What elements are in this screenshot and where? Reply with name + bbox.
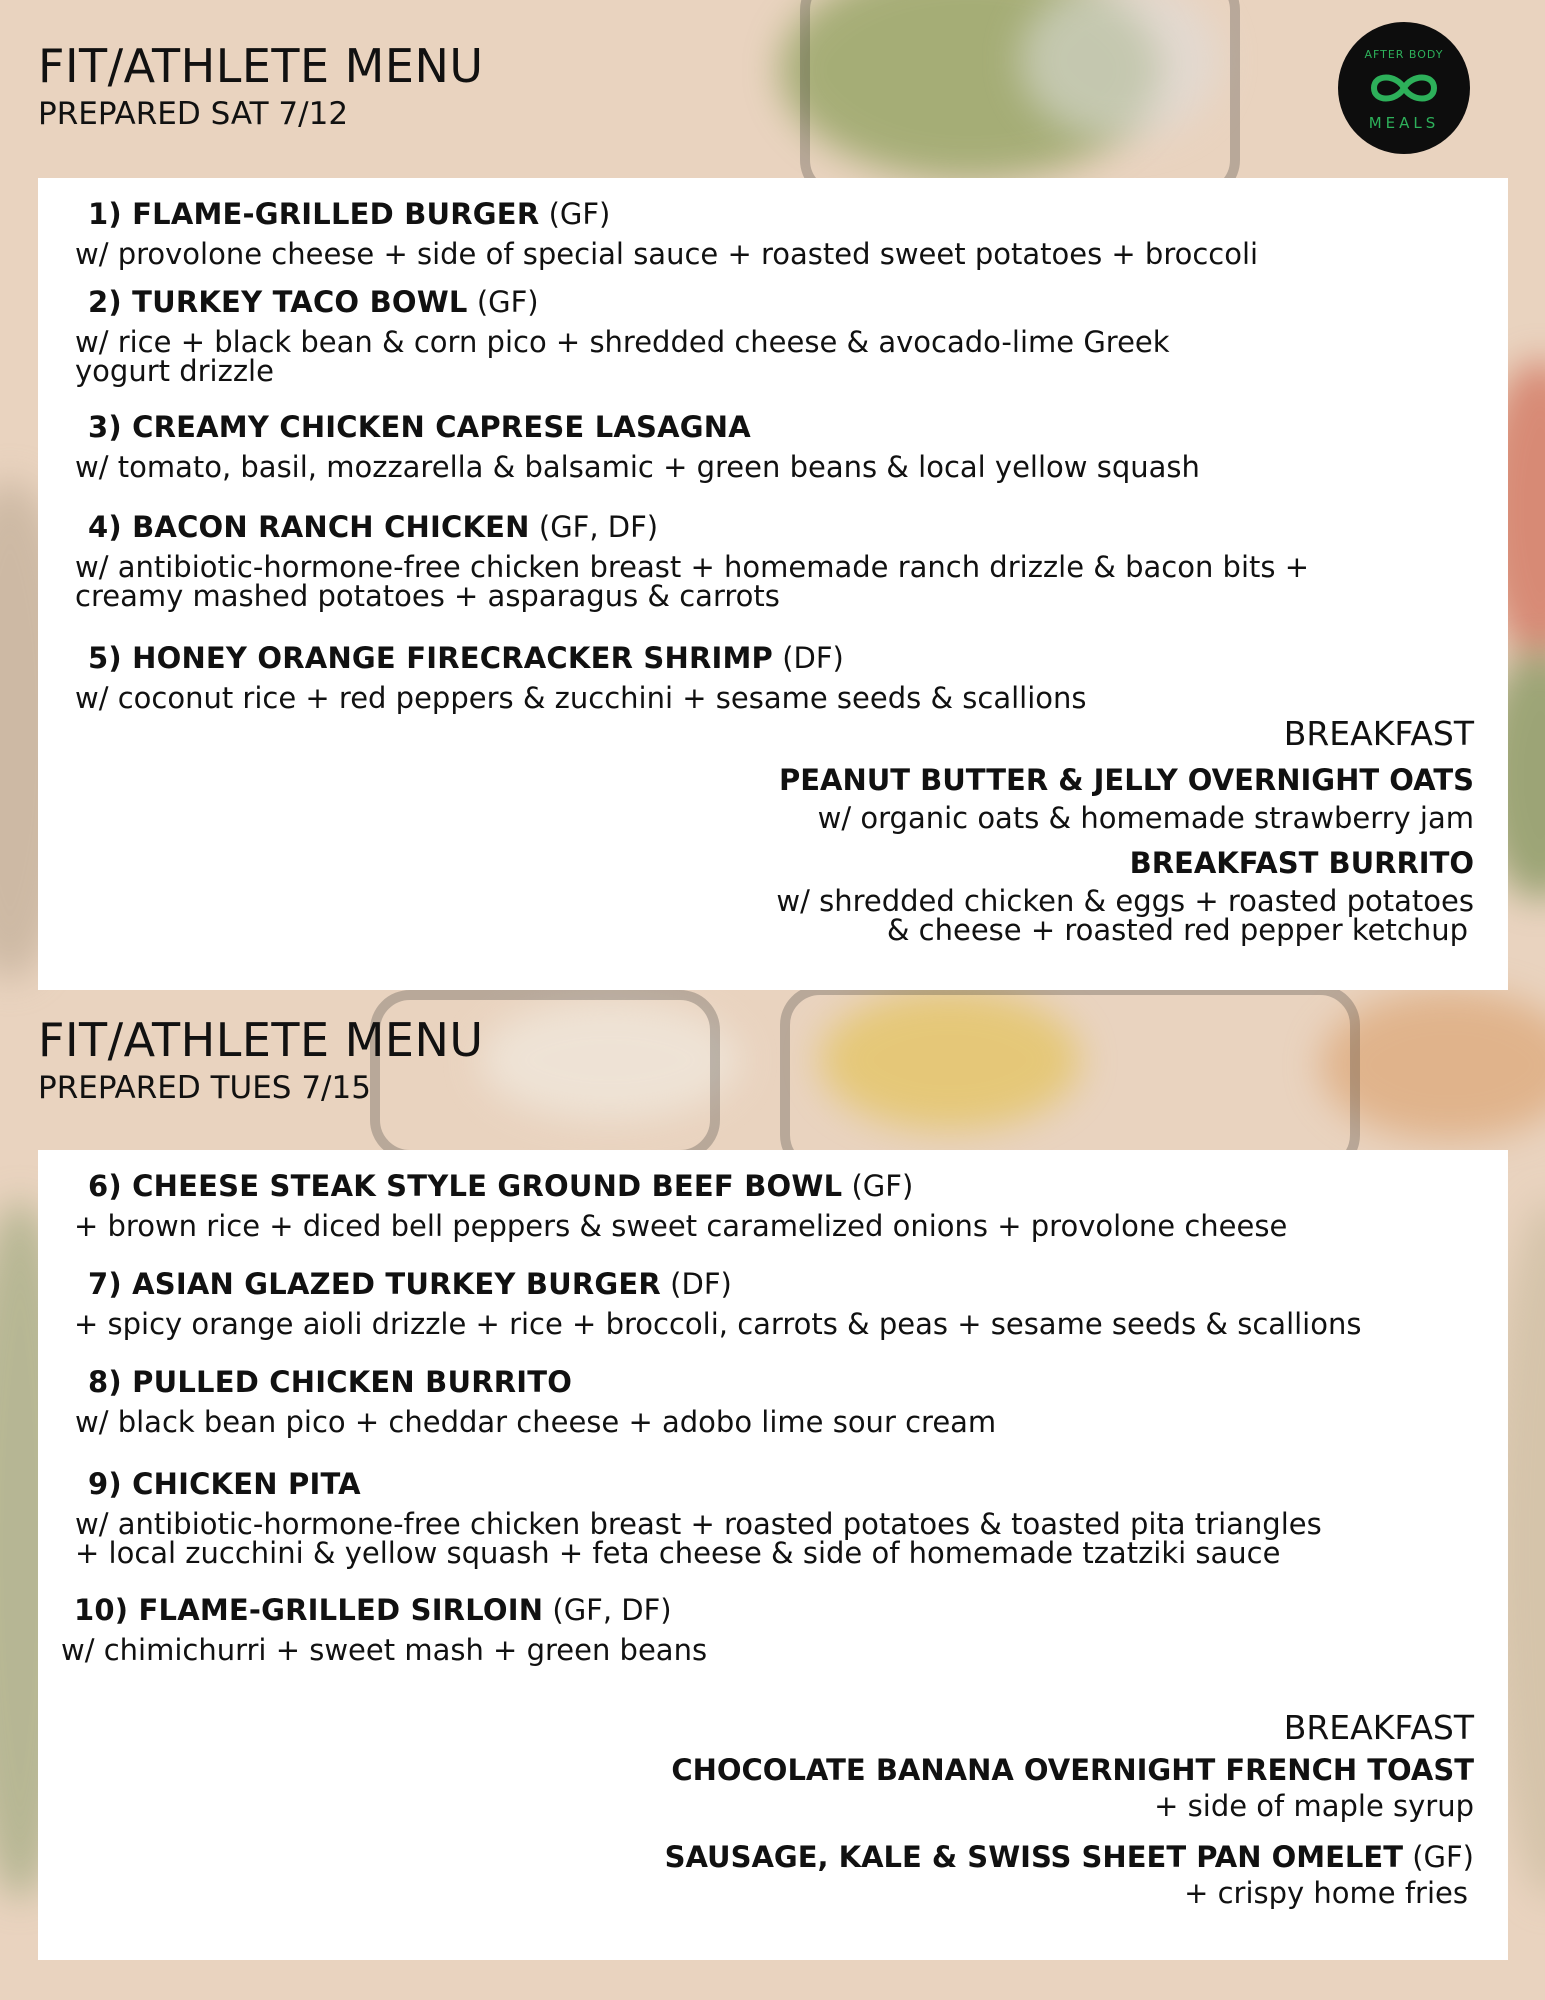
- breakfast-section: [665, 1708, 1474, 1908]
- page-title: FIT/ATHLETE MENU: [38, 1013, 484, 1067]
- menu-item: [88, 196, 610, 232]
- item-description: [75, 1507, 1322, 1570]
- description-line: w/ rice + black bean & corn pico + shredded cheese & avocado-lime Greek: [75, 325, 1170, 359]
- infinity-icon: [1368, 68, 1440, 108]
- item-description: [75, 450, 1200, 484]
- after-body-meals-logo: [1338, 22, 1470, 154]
- diet-tag: (GF): [539, 197, 611, 231]
- menu-2-header: [38, 1014, 484, 1108]
- breakfast-item-desc: & cheese + roasted red pepper ketchup: [886, 913, 1468, 947]
- prepared-date: PREPARED TUES 7/15: [38, 1070, 371, 1106]
- breakfast-section: [776, 714, 1474, 945]
- menu-item: [88, 509, 658, 545]
- item-name: 4) BACON RANCH CHICKEN: [88, 510, 530, 544]
- breakfast-item-name: [665, 1839, 1474, 1875]
- logo-bottom-text: MEALS: [1368, 114, 1440, 132]
- menu-item: [88, 409, 751, 445]
- diet-tag: (GF, DF): [543, 1593, 672, 1627]
- description-line: + spicy orange aioli drizzle + rice + broccoli, carrots & peas + sesame seeds & scallions: [74, 1307, 1362, 1341]
- item-name: 1) FLAME-GRILLED BURGER: [88, 197, 540, 231]
- diet-tag: (GF): [1403, 1840, 1474, 1874]
- menu-item: [88, 640, 844, 676]
- description-line: w/ antibiotic-hormone-free chicken breast + homemade ranch drizzle & bacon bits +: [75, 550, 1310, 584]
- item-name: 9) CHICKEN PITA: [88, 1467, 361, 1501]
- item-description: [75, 1405, 997, 1439]
- menu-item: [88, 1364, 572, 1400]
- description-line: w/ black bean pico + cheddar cheese + adobo lime sour cream: [75, 1405, 997, 1439]
- description-line: w/ tomato, basil, mozzarella & balsamic + green beans & local yellow squash: [75, 450, 1200, 484]
- item-description: [75, 237, 1259, 271]
- description-line: creamy mashed potatoes + asparagus & carrots: [75, 579, 780, 613]
- item-description: [75, 325, 1170, 388]
- breakfast-item-name: CHOCOLATE BANANA OVERNIGHT FRENCH TOAST: [671, 1753, 1474, 1787]
- item-name: 3) CREAMY CHICKEN CAPRESE LASAGNA: [88, 410, 751, 444]
- menu-1-card: [38, 178, 1508, 990]
- menu-2-card: [38, 1150, 1508, 1960]
- item-name: 2) TURKEY TACO BOWL: [88, 285, 468, 319]
- breakfast-item-name: PEANUT BUTTER & JELLY OVERNIGHT OATS: [778, 763, 1474, 797]
- breakfast-heading: BREAKFAST: [1283, 714, 1474, 753]
- diet-tag: (GF): [467, 285, 539, 319]
- menu-item: [88, 1266, 732, 1302]
- breakfast-item-desc: + side of maple syrup: [1154, 1789, 1474, 1823]
- item-description: [61, 1633, 708, 1667]
- page-title: FIT/ATHLETE MENU: [38, 39, 484, 93]
- description-line: w/ chimichurri + sweet mash + green beans: [61, 1633, 708, 1667]
- item-name: 7) ASIAN GLAZED TURKEY BURGER: [88, 1267, 661, 1301]
- logo-top-text: AFTER BODY: [1364, 48, 1444, 61]
- item-name: 10) FLAME-GRILLED SIRLOIN: [74, 1593, 544, 1627]
- menu-item: [74, 1592, 672, 1628]
- diet-tag: (GF, DF): [529, 510, 659, 544]
- menu-item: [88, 1466, 361, 1502]
- breakfast-heading: BREAKFAST: [1283, 1708, 1474, 1747]
- menu-item: [88, 1168, 913, 1204]
- item-name: 5) HONEY ORANGE FIRECRACKER SHRIMP: [88, 641, 774, 675]
- menu-item: [88, 284, 539, 320]
- item-name: 8) PULLED CHICKEN BURRITO: [88, 1365, 573, 1399]
- description-line: + local zucchini & yellow squash + feta cheese & side of homemade tzatziki sauce: [75, 1536, 1281, 1570]
- description-line: w/ coconut rice + red peppers & zucchini + sesame seeds & scallions: [75, 681, 1087, 715]
- description-line: w/ antibiotic-hormone-free chicken breast + roasted potatoes & toasted pita triangles: [75, 1507, 1322, 1541]
- breakfast-item-desc: w/ shredded chicken & eggs + roasted potatoes: [776, 884, 1474, 918]
- description-line: + brown rice + diced bell peppers & sweet caramelized onions + provolone cheese: [74, 1209, 1288, 1243]
- description-line: yogurt drizzle: [75, 354, 274, 388]
- breakfast-item-desc: w/ organic oats & homemade strawberry jam: [817, 801, 1474, 835]
- menu-1-header: [38, 40, 484, 134]
- breakfast-item-desc: + crispy home fries: [1184, 1876, 1468, 1910]
- breakfast-item-name: BREAKFAST BURRITO: [1129, 846, 1474, 880]
- prepared-date: PREPARED SAT 7/12: [38, 96, 349, 132]
- diet-tag: (GF): [842, 1169, 914, 1203]
- diet-tag: (DF): [773, 641, 844, 675]
- item-description: [74, 1307, 1362, 1341]
- diet-tag: (DF): [660, 1267, 732, 1301]
- description-line: w/ provolone cheese + side of special sauce + roasted sweet potatoes + broccoli: [75, 237, 1259, 271]
- item-description: [74, 1209, 1288, 1243]
- item-description: [75, 550, 1310, 613]
- breakfast-item-name-text: SAUSAGE, KALE & SWISS SHEET PAN OMELET: [664, 1840, 1403, 1874]
- item-name: 6) CHEESE STEAK STYLE GROUND BEEF BOWL: [88, 1169, 843, 1203]
- item-description: [75, 681, 1087, 715]
